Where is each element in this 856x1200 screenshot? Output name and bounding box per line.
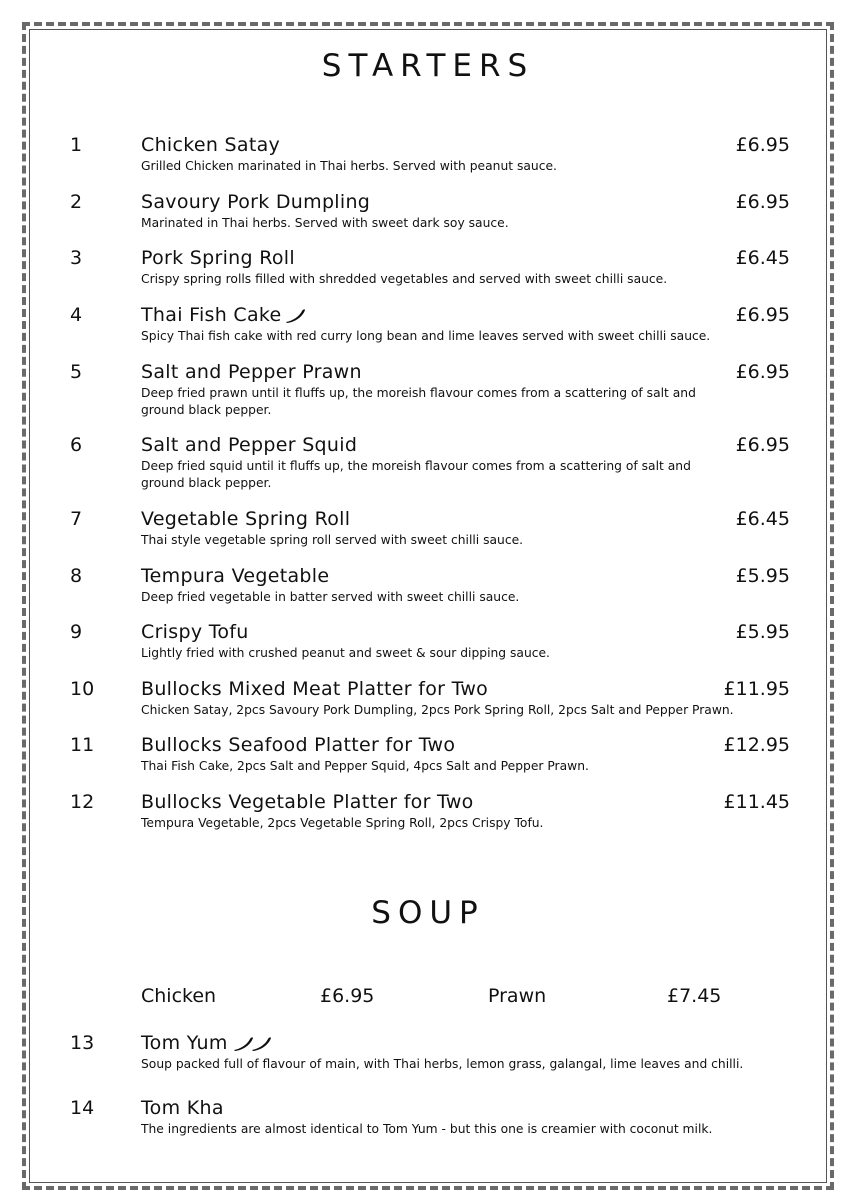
soup-heading: SOUP [371, 895, 485, 931]
item-description: Thai Fish Cake, 2pcs Salt and Pepper Squid, 4pcs Salt and Pepper Prawn. [141, 759, 589, 773]
item-name: Vegetable Spring Roll [141, 508, 351, 530]
item-name: Salt and Pepper Squid [141, 434, 358, 456]
item-number: 4 [70, 304, 83, 326]
item-price: £12.95 [723, 734, 790, 756]
item-price: £5.95 [735, 621, 790, 643]
item-number: 14 [70, 1097, 95, 1119]
item-description: Grilled Chicken marinated in Thai herbs. Served with peanut sauce. [141, 159, 557, 173]
item-description: The ingredients are almost identical to Tom Yum - but this one is creamier with coconut milk. [141, 1122, 713, 1136]
item-description: Marinated in Thai herbs. Served with sweet dark soy sauce. [141, 216, 509, 230]
item-name: Tempura Vegetable [141, 565, 330, 587]
item-name: Salt and Pepper Prawn [141, 361, 362, 383]
item-name: Tom Yum [141, 1032, 228, 1054]
item-number: 1 [70, 134, 83, 156]
soup-option-price: £7.45 [667, 985, 722, 1007]
item-name: Bullocks Seafood Platter for Two [141, 734, 456, 756]
item-number: 12 [70, 791, 95, 813]
item-number: 2 [70, 191, 83, 213]
item-number: 13 [70, 1032, 95, 1054]
item-price: £11.45 [723, 791, 790, 813]
item-number: 8 [70, 565, 83, 587]
item-number: 6 [70, 434, 83, 456]
item-name: Pork Spring Roll [141, 247, 295, 269]
item-price: £5.95 [735, 565, 790, 587]
item-number: 9 [70, 621, 83, 643]
item-description: Soup packed full of flavour of main, with Thai herbs, lemon grass, galangal, lime leaves and chilli. [141, 1057, 744, 1071]
soup-option-label: Chicken [141, 985, 217, 1007]
item-number: 5 [70, 361, 83, 383]
item-name: Savoury Pork Dumpling [141, 191, 371, 213]
item-description: Deep fried vegetable in batter served with sweet chilli sauce. [141, 590, 520, 604]
item-number: 10 [70, 678, 95, 700]
item-price: £6.95 [735, 134, 790, 156]
item-description: Tempura Vegetable, 2pcs Vegetable Spring Roll, 2pcs Crispy Tofu. [141, 816, 544, 830]
item-name: Chicken Satay [141, 134, 281, 156]
item-price: £6.95 [735, 191, 790, 213]
item-price: £6.45 [735, 508, 790, 530]
starters-heading: STARTERS [321, 48, 535, 84]
soup-option-label: Prawn [488, 985, 547, 1007]
soup-option-price: £6.95 [320, 985, 375, 1007]
item-description: Deep fried squid until it fluffs up, the moreish flavour comes from a scattering of salt and ground black pepper. [141, 459, 691, 490]
item-name: Crispy Tofu [141, 621, 249, 643]
item-description: Deep fried prawn until it fluffs up, the moreish flavour comes from a scattering of salt and ground black pepper. [141, 386, 696, 417]
chili-pepper-icon [284, 308, 306, 324]
item-description: Chicken Satay, 2pcs Savoury Pork Dumpling, 2pcs Pork Spring Roll, 2pcs Salt and Pepper Prawn. [141, 703, 734, 717]
item-number: 11 [70, 734, 95, 756]
item-number: 3 [70, 247, 83, 269]
item-name: Thai Fish Cake [141, 304, 282, 326]
item-number: 7 [70, 508, 83, 530]
item-name-wrap [141, 1032, 274, 1054]
item-description: Spicy Thai fish cake with red curry long bean and lime leaves served with sweet chilli sauce. [141, 329, 711, 343]
item-price: £11.95 [723, 678, 790, 700]
item-name: Bullocks Mixed Meat Platter for Two [141, 678, 489, 700]
chili-pepper-icon [230, 1036, 274, 1052]
item-price: £6.95 [735, 304, 790, 326]
item-name: Tom Kha [141, 1097, 224, 1119]
item-name-wrap [141, 304, 306, 326]
item-price: £6.95 [735, 361, 790, 383]
item-description: Lightly fried with crushed peanut and sweet & sour dipping sauce. [141, 646, 550, 660]
item-price: £6.95 [735, 434, 790, 456]
item-price: £6.45 [735, 247, 790, 269]
item-description: Thai style vegetable spring roll served with sweet chilli sauce. [141, 533, 524, 547]
item-description: Crispy spring rolls filled with shredded vegetables and served with sweet chilli sauce. [141, 272, 668, 286]
item-name: Bullocks Vegetable Platter for Two [141, 791, 474, 813]
